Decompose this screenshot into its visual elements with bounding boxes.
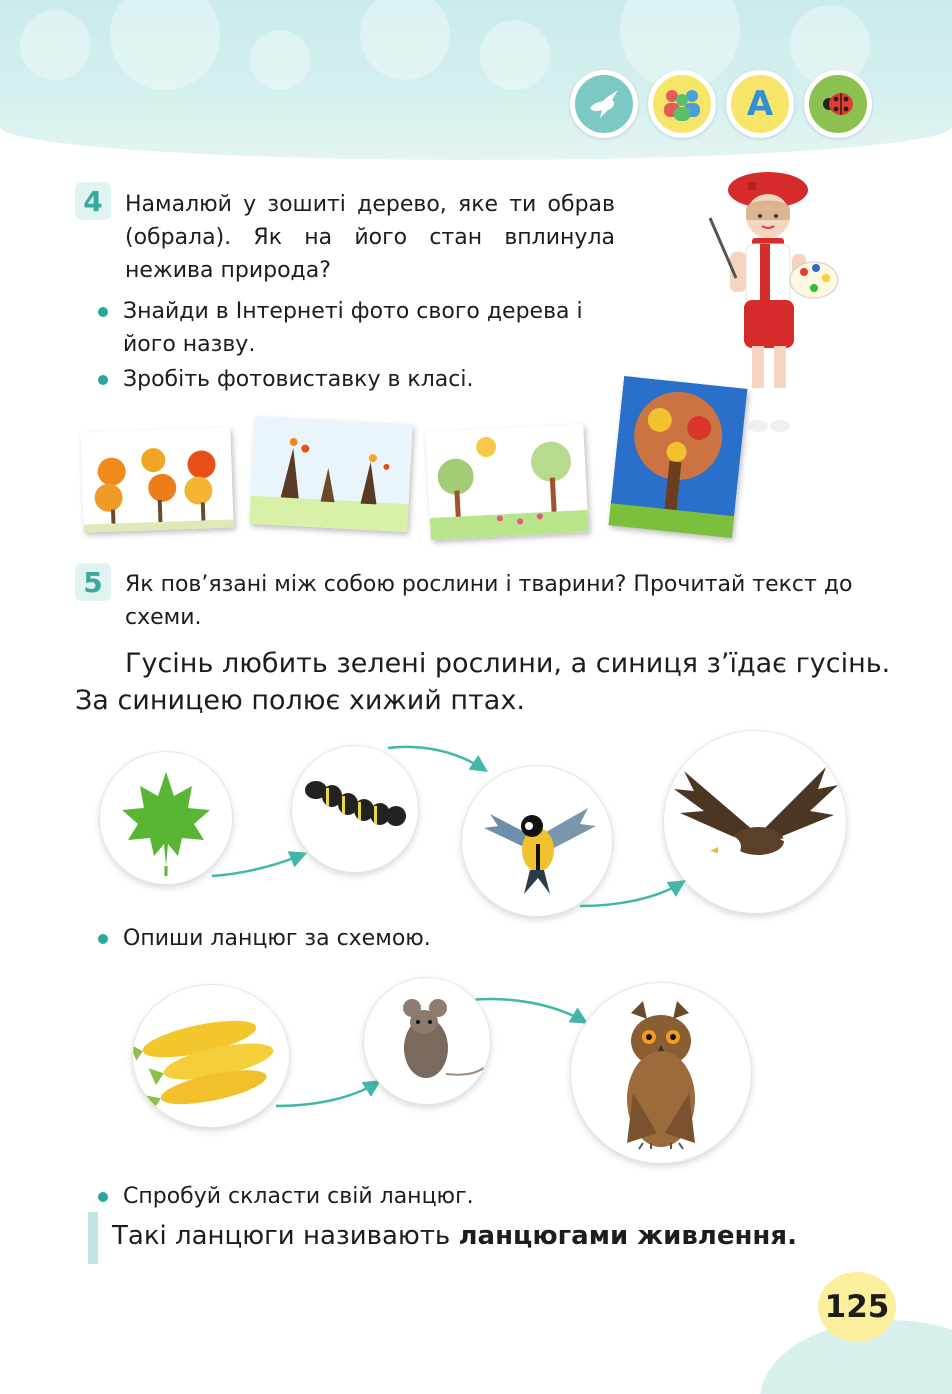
- arrow-leaf-to-caterpillar: [212, 854, 304, 876]
- bullet-dot: [98, 934, 108, 944]
- task-5-number: 5: [75, 563, 111, 601]
- bullet-text: Спробуй скласти свій ланцюг.: [123, 1184, 474, 1209]
- task-5-question: Як пов’язані між собою рослини і тварини? Прочитай текст до схеми.: [125, 572, 853, 630]
- task-4-number: 4: [75, 182, 111, 220]
- bullet-dot: [98, 1192, 108, 1202]
- corn-icon: [133, 985, 289, 1127]
- story-line-2: За синицею полює хижий птах.: [75, 685, 525, 716]
- definition-suffix: .: [787, 1221, 797, 1251]
- corn-circle: [133, 985, 289, 1127]
- definition-bar: [88, 1212, 98, 1264]
- arrow-corn-to-mouse: [276, 1082, 378, 1106]
- mouse-circle: [364, 978, 490, 1104]
- bullet-text: Зробіть фотовиставку в класі.: [123, 367, 474, 392]
- definition-prefix: Такі ланцюги називають: [112, 1221, 459, 1251]
- definition-term: ланцюгами живлення: [458, 1221, 788, 1251]
- task-4-text: Намалюй у зошиті дерево, яке ти обрав (обрала). Як на його стан вплинула нежива природа?: [125, 192, 615, 283]
- bullet-text: Знайди в Інтернеті фото свого дерева і його назву.: [123, 299, 583, 357]
- page-number: 125: [818, 1272, 896, 1342]
- arrow-caterpillar-to-tit: [388, 747, 485, 770]
- story-line-1: Гусінь любить зелені рослини, а синиця з’їдає гусінь.: [125, 648, 891, 679]
- bullet-try-chain: [98, 1180, 618, 1213]
- owl-circle: [571, 983, 751, 1163]
- owl-icon: [571, 983, 751, 1163]
- bullet-text: Опиши ланцюг за схемою.: [123, 926, 431, 951]
- definition-text: [112, 1217, 797, 1255]
- bullet-describe-chain: [98, 922, 618, 955]
- letter-a-icon: A: [726, 70, 794, 138]
- arrow-tit-to-eagle: [580, 882, 683, 906]
- mouse-icon: [364, 978, 490, 1104]
